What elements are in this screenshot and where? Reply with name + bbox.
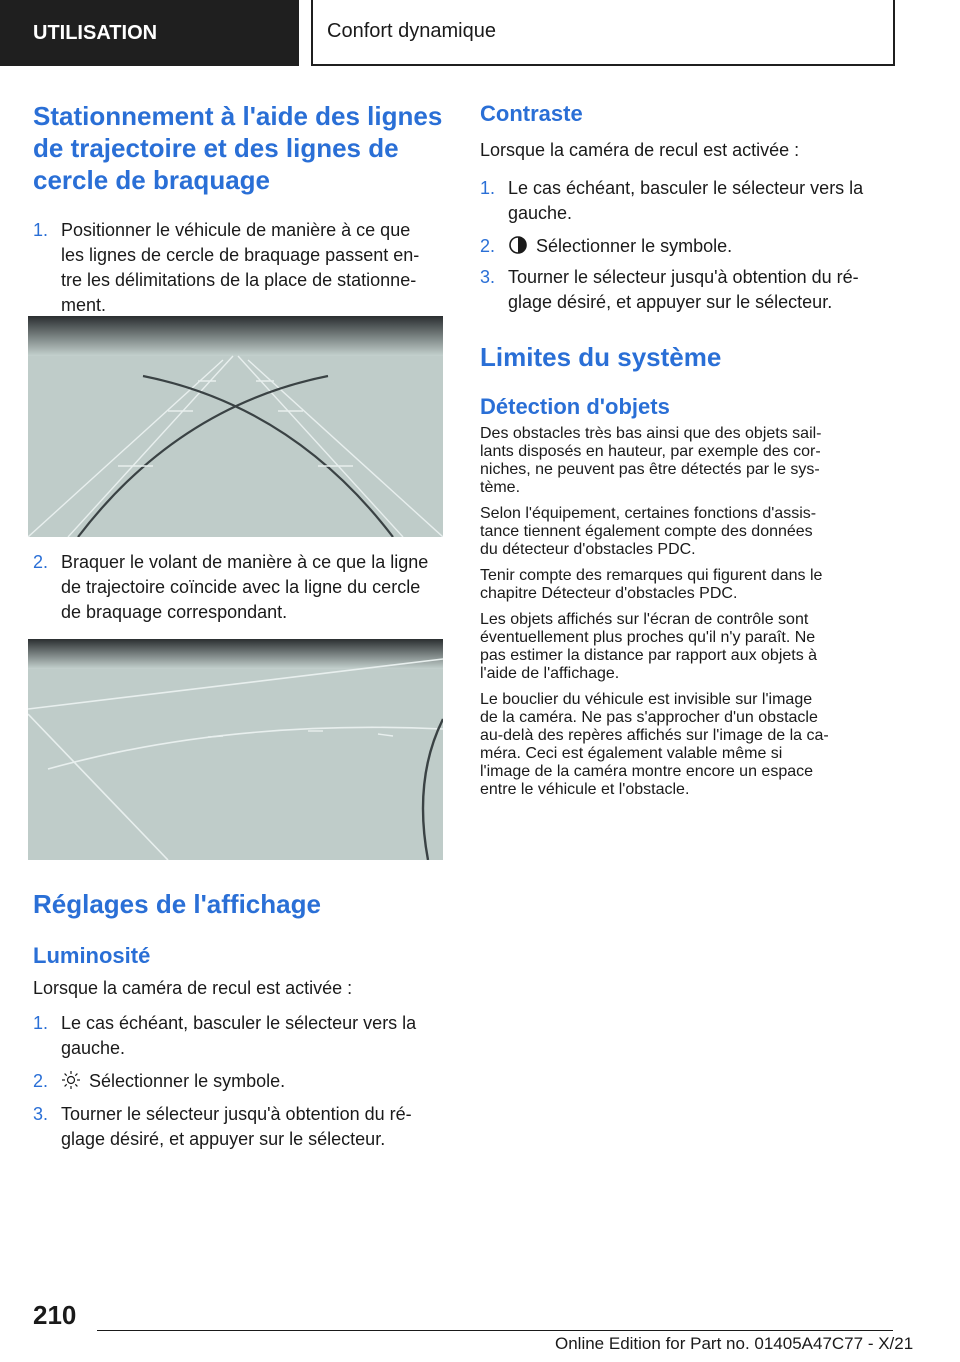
step-line: Tourner le sélecteur jusqu'à obtention du ré‐ xyxy=(61,1104,412,1124)
subsection-title-object-detection: Détection d'objets xyxy=(480,394,670,419)
step-line: Le cas échéant, basculer le sélecteur vers la xyxy=(61,1013,417,1033)
step-number: 1. xyxy=(33,1013,49,1033)
step-line: glage désiré, et appuyer sur le sélecteur. xyxy=(508,292,833,312)
text-line: l'aide de l'affichage. xyxy=(480,665,620,682)
turning-circle-illustration xyxy=(28,639,443,860)
step-number: 2. xyxy=(480,236,496,256)
list-item xyxy=(480,234,896,259)
text-line: du détecteur d'obstacles PDC. xyxy=(480,541,696,558)
list-item xyxy=(33,1011,445,1061)
step-number: 3. xyxy=(480,267,496,287)
text-line: l'image de la caméra montre encore un espace xyxy=(480,763,814,780)
list-item xyxy=(480,176,896,226)
text-line: éventuellement plus proches qu'il n'y paraît. Ne xyxy=(480,629,816,646)
text-line: lants disposés en hauteur, par exemple des cor‐ xyxy=(480,443,821,460)
text-line: Le bouclier du véhicule est invisible sur l'image xyxy=(480,691,813,708)
step-line: Le cas échéant, basculer le sélecteur vers la xyxy=(508,178,864,198)
contrast-icon xyxy=(508,235,528,255)
section-title-system-limits: Limites du système xyxy=(480,342,722,372)
left-column xyxy=(33,100,445,318)
text-line: Des obstacles très bas ainsi que des objets sail‐ xyxy=(480,425,822,442)
step-line: gauche. xyxy=(508,203,573,223)
brightness-intro: Lorsque la caméra de recul est activée : xyxy=(33,978,353,998)
step-line: Sélectionner le symbole. xyxy=(536,236,733,256)
left-column-continued xyxy=(33,550,445,625)
section-title-parking xyxy=(33,100,445,196)
step-number: 2. xyxy=(33,552,49,572)
title-line: cercle de braquage xyxy=(33,165,270,195)
display-settings-section xyxy=(33,888,445,1152)
text-line: Tenir compte des remarques qui figurent dans le xyxy=(480,567,823,584)
subsection-title-brightness: Luminosité xyxy=(33,943,151,968)
edition-text: Online Edition for Part no. 01405A47C77 - X/21 xyxy=(555,1334,914,1353)
list-item xyxy=(33,1069,445,1094)
right-column xyxy=(480,100,896,799)
camera-image-turning-circle xyxy=(28,639,443,860)
paragraph xyxy=(480,425,896,497)
list-item xyxy=(33,218,445,318)
step-line: Braquer le volant de manière à ce que la ligne xyxy=(61,552,429,572)
page-number: 210 xyxy=(33,1300,77,1330)
paragraph xyxy=(480,691,896,799)
title-line: Stationnement à l'aide des lignes xyxy=(33,101,443,131)
title-line: de trajectoire et des lignes de xyxy=(33,133,399,163)
step-line: gauche. xyxy=(61,1038,126,1058)
step-number: 3. xyxy=(33,1104,49,1124)
brightness-icon xyxy=(61,1070,81,1090)
step-line: Sélectionner le symbole. xyxy=(89,1071,286,1091)
subsection-title-contrast: Contraste xyxy=(480,101,583,126)
text-line: niches, ne peuvent pas être détectés par le sys‐ xyxy=(480,461,820,478)
step-line: de trajectoire coïncide avec la ligne du cercle xyxy=(61,577,421,597)
step-line: ment. xyxy=(61,295,107,315)
step-line: Tourner le sélecteur jusqu'à obtention du ré‐ xyxy=(508,267,859,287)
camera-image-trajectory xyxy=(28,316,443,537)
section-title-display: Réglages de l'affichage xyxy=(33,889,321,919)
text-line: méra. Ceci est également valable même si xyxy=(480,745,783,762)
step-number: 2. xyxy=(33,1071,49,1091)
paragraph xyxy=(480,567,896,603)
contrast-intro: Lorsque la caméra de recul est activée : xyxy=(480,140,800,160)
footer-divider xyxy=(97,1330,893,1331)
step-line: glage désiré, et appuyer sur le sélecteur. xyxy=(61,1129,386,1149)
text-line: Les objets affichés sur l'écran de contrôle sont xyxy=(480,611,809,628)
step-line: de braquage correspondant. xyxy=(61,602,288,622)
step-number: 1. xyxy=(33,220,49,240)
text-line: tance tiennent également compte des données xyxy=(480,523,813,540)
step-line: Positionner le véhicule de manière à ce que xyxy=(61,220,411,240)
section-tab: UTILISATION xyxy=(0,0,299,66)
text-line: tème. xyxy=(480,479,521,496)
paragraph xyxy=(480,611,896,683)
text-line: chapitre Détecteur d'obstacles PDC. xyxy=(480,585,738,602)
page-header xyxy=(0,0,960,66)
list-item xyxy=(33,550,445,625)
list-item xyxy=(480,265,896,315)
trajectory-lines-illustration xyxy=(28,316,443,537)
text-line: de la caméra. Ne pas s'approcher d'un obstacle xyxy=(480,709,818,726)
list-item xyxy=(33,1102,445,1152)
step-number: 1. xyxy=(480,178,496,198)
text-line: pas estimer la distance par rapport aux objets à xyxy=(480,647,818,664)
step-line: tre les délimitations de la place de stationne‐ xyxy=(61,270,417,290)
text-line: entre le véhicule et l'obstacle. xyxy=(480,781,690,798)
text-line: Selon l'équipement, certaines fonctions d'assis‐ xyxy=(480,505,817,522)
chapter-title: Confort dynamique xyxy=(311,0,895,66)
step-line: les lignes de cercle de braquage passent en‐ xyxy=(61,245,420,265)
paragraph xyxy=(480,505,896,559)
text-line: au-delà des repères affichés sur l'image de la ca‐ xyxy=(480,727,829,744)
